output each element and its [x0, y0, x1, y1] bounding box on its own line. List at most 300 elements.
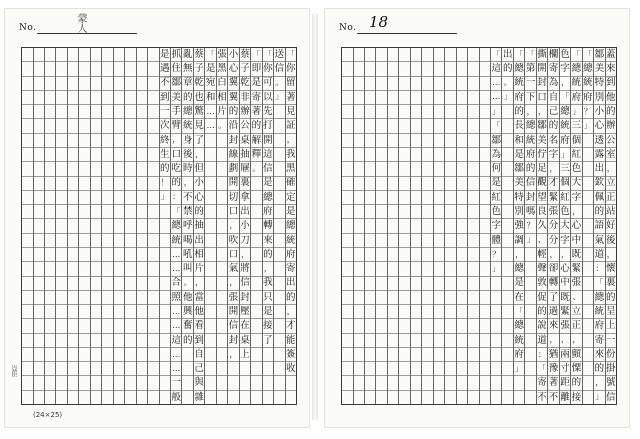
right-grid-cell — [502, 375, 512, 389]
left-grid-cell — [45, 233, 55, 247]
right-grid-cell — [376, 361, 386, 375]
right-grid-cell — [399, 118, 409, 132]
left-grid-cell: 切 — [228, 191, 239, 203]
right-grid-cell: 美 — [514, 177, 524, 189]
right-grid-cell — [354, 390, 364, 404]
left-grid-cell — [45, 375, 55, 389]
right-grid-cell: 統 — [514, 77, 524, 89]
right-grid-cell — [354, 247, 364, 261]
right-grid-cell — [491, 333, 501, 347]
right-grid-cell — [411, 318, 421, 332]
left-grid-cell: 看 — [194, 320, 204, 332]
right-grid-cell: 「 — [526, 49, 535, 59]
right-grid-cell: 」 — [583, 118, 593, 132]
left-grid-cell — [79, 133, 89, 147]
left-grid-cell: 臂 — [171, 120, 181, 132]
right-grid-cell — [445, 147, 455, 161]
right-grid-column — [375, 48, 386, 404]
left-grid-column — [101, 48, 112, 404]
left-grid-cell — [102, 347, 112, 361]
left-grid-cell — [45, 90, 55, 104]
right-grid-cell: 距 — [560, 377, 570, 389]
left-grid-cell — [274, 233, 284, 247]
right-grid-cell: 來 — [548, 320, 559, 332]
right-grid-cell — [434, 375, 444, 389]
right-grid-cell — [445, 176, 455, 190]
left-grid-cell: … — [205, 118, 215, 132]
right-grid-cell: 接 — [571, 391, 582, 403]
left-grid-cell: 宛 — [205, 77, 216, 89]
right-grid-cell — [354, 90, 364, 104]
right-grid-cell: 開 — [537, 63, 547, 75]
left-grid-cell: 統 — [182, 120, 193, 132]
right-grid-cell — [434, 133, 444, 147]
left-grid-cell: 抓 — [171, 48, 181, 60]
right-grid-cell — [365, 247, 375, 261]
left-grid-cell: 是 — [263, 305, 273, 317]
left-grid-cell: 將 — [240, 263, 250, 275]
left-grid-cell — [102, 176, 112, 190]
left-grid-cell: 片 — [194, 263, 204, 275]
right-grid-cell — [376, 247, 386, 261]
right-grid-cell — [376, 304, 386, 318]
left-grid-cell — [125, 104, 135, 118]
right-grid-cell: ， — [548, 161, 558, 175]
right-grid-cell — [445, 390, 455, 404]
left-grid-cell — [79, 204, 89, 218]
right-grid-cell: 統 — [525, 134, 536, 146]
left-page-no-line — [37, 33, 137, 34]
left-grid-cell — [56, 304, 66, 318]
left-grid-cell — [114, 190, 124, 204]
right-grid-cell: ， — [548, 247, 558, 261]
right-grid-cell — [388, 176, 398, 190]
right-grid-cell — [342, 247, 352, 261]
right-grid-cell: 過 — [548, 305, 559, 317]
left-grid-cell — [205, 333, 215, 347]
right-grid-cell: 辦 — [606, 120, 616, 132]
left-grid-cell — [56, 147, 66, 161]
right-grid-cell — [502, 347, 512, 361]
left-grid-cell — [34, 347, 44, 361]
left-grid-cell: 口 — [228, 205, 239, 217]
left-grid-cell — [102, 304, 112, 318]
left-grid-cell — [148, 304, 158, 318]
left-grid-cell — [217, 147, 227, 161]
left-grid-cell — [137, 290, 147, 304]
left-grid-cell — [79, 90, 89, 104]
right-grid-cell — [342, 104, 352, 118]
left-grid-cell — [274, 118, 284, 132]
right-grid-cell: 張 — [571, 277, 582, 289]
left-grid-cell — [45, 48, 55, 61]
left-grid-cell — [274, 176, 284, 190]
right-grid-cell — [480, 375, 490, 389]
left-grid-cell — [79, 261, 89, 275]
right-grid-cell: 「 — [594, 276, 604, 290]
left-grid-cell — [68, 290, 78, 304]
left-grid-cell — [137, 233, 147, 247]
left-grid-cell — [125, 290, 135, 304]
right-grid-cell — [411, 90, 421, 104]
right-grid-cell — [422, 290, 432, 304]
left-grid-cell — [148, 176, 158, 190]
right-grid-cell — [354, 233, 364, 247]
left-grid-cell — [205, 190, 215, 204]
right-grid-cell — [365, 261, 375, 275]
right-grid-cell — [445, 190, 455, 204]
right-grid-cell — [445, 218, 455, 232]
right-grid-cell — [388, 247, 398, 261]
right-grid-cell — [422, 190, 432, 204]
left-grid-cell — [125, 147, 135, 161]
left-grid-cell: 翼 — [228, 77, 239, 89]
right-grid-cell: ， — [560, 247, 570, 261]
left-grid-cell — [251, 304, 261, 318]
left-manuscript-grid — [21, 47, 297, 405]
right-grid-cell: 鄒 — [514, 163, 524, 175]
right-grid-cell — [491, 375, 501, 389]
left-grid-cell — [148, 218, 158, 232]
right-grid-cell — [445, 247, 455, 261]
right-grid-cell: 立 — [606, 177, 616, 189]
left-grid-cell — [137, 204, 147, 218]
right-grid-cell: 小 — [594, 106, 605, 118]
right-grid-cell — [502, 276, 512, 290]
left-grid-cell: 在 — [240, 320, 250, 332]
left-grid-cell — [137, 304, 147, 318]
right-grid-cell: 來 — [606, 63, 616, 75]
left-grid-cell — [148, 247, 158, 261]
right-grid-cell — [457, 147, 467, 161]
right-grid-cell — [342, 333, 352, 347]
right-grid-cell — [376, 375, 386, 389]
right-grid-cell — [342, 147, 352, 161]
right-grid-cell: 望 — [537, 191, 547, 203]
left-grid-cell — [91, 276, 101, 290]
left-grid-cell: 照 — [171, 291, 181, 303]
left-grid-cell: ： — [171, 190, 181, 204]
right-grid-cell — [445, 104, 455, 118]
left-grid-cell — [137, 90, 147, 104]
left-grid-cell: 也 — [194, 91, 204, 103]
right-grid-cell: 懷 — [606, 263, 616, 275]
left-grid-column — [113, 48, 124, 404]
left-grid-cell — [102, 190, 112, 204]
right-grid-cell — [388, 190, 398, 204]
right-grid-cell — [411, 347, 421, 361]
left-grid-cell — [56, 48, 66, 61]
right-grid-cell — [480, 133, 490, 147]
left-grid-cell — [45, 318, 55, 332]
right-grid-cell — [411, 161, 421, 175]
right-grid-cell: 「 — [514, 304, 524, 318]
right-grid-cell: 、 — [571, 290, 581, 304]
left-grid-cell: 定 — [286, 191, 296, 203]
left-grid-cell — [22, 76, 32, 90]
left-grid-cell — [45, 176, 55, 190]
left-grid-cell — [205, 290, 215, 304]
left-grid-cell — [68, 318, 78, 332]
right-grid-cell — [583, 361, 593, 375]
left-grid-cell: 蔡 — [194, 48, 204, 60]
right-grid-cell — [422, 61, 432, 75]
left-grid-cell — [79, 361, 89, 375]
left-grid-cell — [102, 361, 112, 375]
left-grid-cell — [251, 347, 261, 361]
right-grid-cell: 這 — [491, 63, 501, 75]
left-grid-cell — [114, 247, 124, 261]
left-grid-cell: 興 — [182, 305, 193, 317]
left-grid-cell: 這 — [263, 148, 273, 160]
left-grid-cell: 翼 — [228, 91, 239, 103]
left-grid-cell — [217, 390, 227, 404]
right-grid-cell — [388, 261, 398, 275]
right-grid-cell — [388, 233, 398, 247]
left-grid-cell — [91, 361, 101, 375]
left-grid-cell — [137, 61, 147, 75]
right-grid-cell: 站 — [606, 205, 616, 217]
left-grid-cell — [91, 290, 101, 304]
left-grid-cell — [263, 375, 273, 389]
left-grid-cell: 「 — [206, 49, 215, 59]
right-grid-cell — [583, 290, 593, 304]
left-grid-cell — [125, 247, 135, 261]
left-grid-cell — [217, 204, 227, 218]
right-grid-cell: 總 — [560, 106, 570, 118]
right-grid-cell: ， — [537, 104, 547, 118]
left-grid-cell: 府 — [286, 248, 296, 260]
right-grid-cell — [411, 48, 421, 61]
left-grid-cell — [68, 347, 78, 361]
right-grid-cell — [434, 161, 444, 175]
left-grid-cell: 來 — [263, 234, 273, 246]
right-grid-cell — [399, 375, 409, 389]
right-grid-cell — [525, 347, 535, 361]
right-grid-cell — [376, 233, 386, 247]
right-grid-cell: 張 — [560, 320, 570, 332]
left-grid-cell — [22, 176, 32, 190]
right-grid-cell: 強 — [514, 220, 524, 232]
left-grid-cell: 喝 — [182, 234, 193, 246]
left-grid-cell — [79, 76, 89, 90]
right-grid-cell — [468, 104, 478, 118]
right-grid-cell — [434, 318, 444, 332]
right-grid-cell: 為 — [491, 148, 501, 160]
left-grid-cell — [79, 390, 89, 404]
left-grid-cell: 即 — [251, 63, 262, 75]
right-grid-cell: 心 — [594, 120, 605, 132]
right-grid-cell — [480, 390, 490, 404]
left-grid-cell — [79, 290, 89, 304]
right-grid-cell: 寄 — [548, 63, 559, 75]
right-grid-cell — [354, 333, 364, 347]
left-grid-cell — [34, 118, 44, 132]
left-grid-cell: 釋 — [251, 148, 262, 160]
left-grid-cell: … — [171, 261, 181, 275]
left-grid-cell — [160, 290, 170, 304]
right-grid-cell: 信 — [606, 391, 616, 403]
right-grid-cell — [583, 133, 593, 147]
left-grid-cell — [45, 304, 55, 318]
left-grid-cell: 線 — [228, 148, 239, 160]
left-grid-cell — [56, 390, 66, 404]
right-grid-cell: 緊 — [548, 191, 559, 203]
left-grid-cell — [217, 190, 227, 204]
left-grid-cell — [205, 276, 215, 290]
left-grid-cell — [45, 290, 55, 304]
left-grid-cell — [22, 390, 32, 404]
right-grid-cell — [434, 61, 444, 75]
left-grid-cell — [34, 204, 44, 218]
right-grid-cell: 第 — [525, 63, 536, 75]
right-grid-cell: ， — [594, 375, 604, 389]
left-grid-cell — [125, 218, 135, 232]
right-grid-cell: 「 — [492, 49, 501, 59]
right-grid-cell — [434, 218, 444, 232]
right-grid-cell — [354, 76, 364, 90]
right-grid-cell: 輕 — [537, 248, 547, 260]
right-grid-cell — [502, 361, 512, 375]
right-grid-cell — [365, 347, 375, 361]
left-grid-cell — [240, 390, 250, 404]
right-grid-cell: ， — [560, 333, 570, 347]
left-grid-cell: 我 — [286, 148, 296, 160]
left-grid-cell: 」 — [160, 190, 170, 204]
right-grid-cell — [354, 204, 364, 218]
left-grid-cell — [274, 347, 284, 361]
left-grid-cell — [68, 276, 78, 290]
left-grid-cell — [56, 61, 66, 75]
left-grid-cell — [79, 147, 89, 161]
left-grid-cell — [148, 48, 158, 61]
right-grid-cell — [583, 276, 593, 290]
left-grid-cell — [102, 218, 112, 232]
right-grid-cell — [502, 333, 512, 347]
right-grid-cell — [583, 347, 593, 361]
right-grid-column — [410, 48, 421, 404]
left-grid-cell — [137, 133, 147, 147]
right-grid-cell — [502, 233, 512, 247]
right-grid-cell: 統 — [560, 120, 570, 132]
right-grid-cell — [365, 390, 375, 404]
left-grid-cell: 你 — [263, 63, 273, 75]
right-grid-cell — [491, 304, 501, 318]
right-grid-cell: 分 — [548, 234, 559, 246]
left-grid-column — [78, 48, 89, 404]
right-grid-cell: 語 — [594, 220, 605, 232]
right-grid-cell — [491, 318, 501, 332]
left-grid-cell — [125, 347, 135, 361]
left-grid-cell — [102, 290, 112, 304]
right-grid-cell — [480, 333, 490, 347]
right-grid-cell: 出 — [594, 163, 605, 175]
left-grid-cell — [68, 118, 78, 132]
left-grid-cell: 的 — [251, 120, 262, 132]
left-grid-cell — [148, 147, 158, 161]
left-grid-cell — [217, 261, 227, 275]
left-grid-cell — [34, 176, 44, 190]
left-grid-cell — [102, 61, 112, 75]
left-grid-cell — [34, 133, 44, 147]
right-grid-cell — [422, 347, 432, 361]
right-grid-cell — [376, 48, 386, 61]
right-grid-cell — [388, 318, 398, 332]
left-grid-cell: 這 — [171, 334, 181, 346]
left-grid-cell: 確 — [286, 177, 296, 189]
left-grid-cell: 和 — [205, 91, 216, 103]
left-grid-cell — [160, 204, 170, 218]
left-grid-cell: 張 — [217, 48, 227, 60]
left-grid-cell — [34, 318, 44, 332]
left-grid-cell — [34, 304, 44, 318]
right-grid-cell — [411, 276, 421, 290]
right-grid-cell: 三 — [571, 120, 582, 132]
left-grid-cell — [148, 204, 158, 218]
right-grid-column — [467, 48, 478, 404]
left-grid-column — [262, 48, 273, 404]
right-grid-cell — [399, 90, 409, 104]
right-grid-cell — [434, 347, 444, 361]
right-grid-cell: ， — [571, 204, 581, 218]
right-grid-cell — [445, 161, 455, 175]
left-grid-cell — [22, 233, 32, 247]
left-grid-cell — [205, 361, 215, 375]
right-grid-column — [559, 48, 570, 404]
left-grid-cell — [286, 375, 296, 389]
right-grid-cell — [480, 76, 490, 90]
right-grid-cell: 封 — [525, 191, 536, 203]
right-grid-cell — [583, 176, 593, 190]
left-grid-cell: 開 — [228, 177, 239, 189]
left-grid-cell — [22, 290, 32, 304]
left-grid-cell — [228, 361, 238, 375]
right-grid-cell — [468, 133, 478, 147]
left-grid-cell — [79, 347, 89, 361]
left-grid-cell: 統 — [286, 234, 296, 246]
right-grid-cell — [365, 233, 375, 247]
right-grid-cell: 出 — [502, 48, 513, 60]
right-grid-cell: … — [491, 76, 501, 90]
left-grid-cell: 小 — [240, 220, 250, 232]
right-grid-cell — [502, 318, 512, 332]
left-grid-cell — [114, 333, 124, 347]
right-grid-cell — [514, 390, 524, 404]
right-grid-cell — [388, 133, 398, 147]
left-grid-cell — [205, 347, 215, 361]
left-grid-cell — [91, 161, 101, 175]
right-grid-cell — [342, 133, 352, 147]
left-grid-cell — [68, 247, 78, 261]
left-grid-cell — [91, 176, 101, 190]
right-grid-cell — [365, 147, 375, 161]
right-grid-cell: 府 — [571, 91, 582, 103]
left-grid-cell — [125, 318, 135, 332]
right-grid-cell — [583, 304, 593, 318]
right-grid-cell: 的 — [514, 106, 524, 118]
left-grid-cell: 屜 — [240, 163, 250, 175]
right-grid-cell: 自 — [548, 91, 559, 103]
right-grid-cell: 為 — [548, 77, 559, 89]
left-grid-cell — [148, 361, 158, 375]
left-grid-cell — [45, 361, 55, 375]
right-grid-cell: ， — [606, 247, 616, 261]
right-grid-cell — [525, 361, 535, 375]
left-grid-cell: 信 — [228, 320, 239, 332]
left-grid-cell: 乾 — [240, 77, 250, 89]
left-grid-cell — [79, 233, 89, 247]
right-grid-column — [547, 48, 558, 404]
